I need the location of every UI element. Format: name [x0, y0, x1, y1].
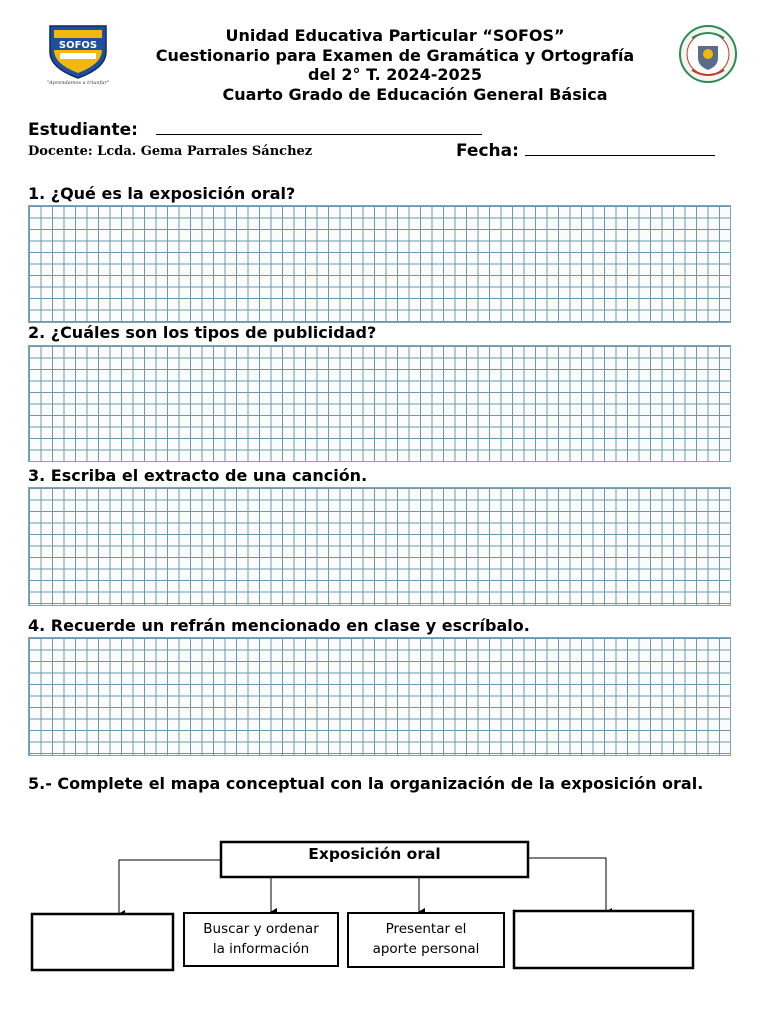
concept-child-3-line2: aporte personal — [372, 941, 480, 957]
student-field — [28, 120, 482, 140]
concept-child-2-line1: Buscar y ordenar — [203, 921, 319, 937]
question-4: 4. Recuerde un refrán mencionado en clase y escríbalo. — [28, 616, 530, 635]
concept-child-2-line2: la información — [212, 941, 310, 957]
school-name: Unidad Educativa Particular “SOFOS” — [225, 26, 565, 45]
connector-left — [119, 860, 221, 914]
school-logo — [38, 22, 118, 86]
connector-right — [528, 858, 606, 912]
question-1: 1. ¿Qué es la exposición oral? — [28, 184, 296, 203]
exam-term: del 2° T. 2024-2025 — [308, 65, 482, 84]
question-3: 3. Escriba el extracto de una canción. — [28, 466, 368, 485]
document-header — [120, 26, 670, 104]
child-node-box-4 — [514, 911, 693, 968]
grade-level: Cuarto Grado de Educación General Básica — [222, 84, 608, 104]
date-label: Fecha: — [456, 141, 519, 161]
answer-grid-4[interactable] — [28, 637, 731, 756]
exam-title: Cuestionario para Examen de Gramática y Ortografía — [155, 45, 635, 65]
question-5: 5.- Complete el mapa conceptual con la organización de la exposición oral. — [28, 774, 704, 793]
date-line[interactable] — [525, 141, 715, 156]
concept-child-3 — [348, 919, 504, 959]
institution-seal — [678, 24, 738, 84]
date-field — [456, 141, 715, 161]
student-name-line[interactable] — [156, 120, 482, 135]
concept-child-2 — [184, 919, 338, 959]
teacher-label: Docente: Lcda. Gema Parrales Sánchez — [28, 144, 313, 159]
question-2: 2. ¿Cuáles son los tipos de publicidad? — [28, 323, 377, 342]
answer-grid-1[interactable] — [28, 205, 731, 323]
student-label: Estudiante: — [28, 120, 138, 140]
concept-root-label: Exposición oral — [308, 845, 441, 863]
logo-text: SOFOS — [58, 40, 98, 51]
child-node-box-1 — [32, 914, 173, 970]
logo-motto: "Aprendamos a triunfar" — [46, 80, 110, 86]
answer-grid-2[interactable] — [28, 345, 731, 462]
answer-grid-3[interactable] — [28, 487, 731, 606]
concept-child-3-line1: Presentar el — [385, 921, 467, 937]
